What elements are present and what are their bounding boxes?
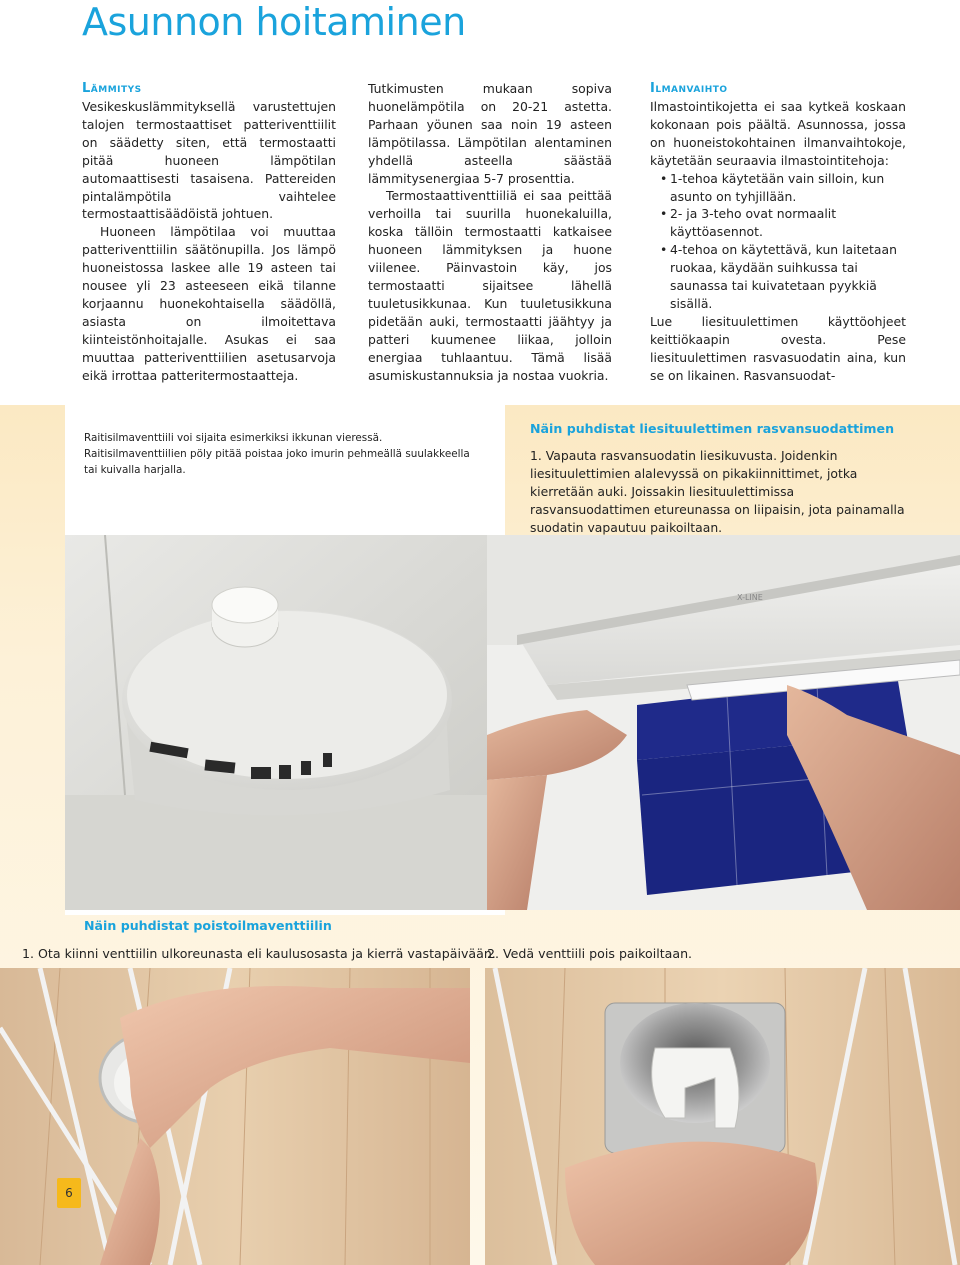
list-item: • 1-tehoa käytetään vain silloin, kun asunto on tyhjillään. xyxy=(650,170,906,206)
hood-instructions xyxy=(510,420,910,537)
page-title: Asunnon hoitaminen xyxy=(82,0,466,44)
exhaust-valve-step-2-photo xyxy=(485,968,960,1265)
heating-paragraph-1: Vesikeskuslämmityksellä varustettujen talojen termostaattiset patteriventtiilit on säädetty siten, että termostaatti pitää huoneen lämpötilan automaattisesti tasaisena. Pattereiden pintalämpötila vaihtelee termostaattisäädöistä johtuen. xyxy=(82,99,336,222)
ventilation-power-list xyxy=(650,170,906,313)
page-number: 6 xyxy=(57,1178,81,1208)
step-2-label: 2. Vedä venttiili pois paikoiltaan. xyxy=(487,946,693,961)
ventilation-paragraph-1: Ilmastointikojetta ei saa kytkeä koskaan kokonaan pois päältä. Asunnossa, jossa on huoneistokohtainen ilmanvaihtokoje, käytetään seuraavia ilmastointitehoja: xyxy=(650,99,906,168)
hood-heading: Näin puhdistat liesituulettimen rasvansuodattimen xyxy=(530,421,895,436)
column-heating xyxy=(82,80,336,385)
column-ventilation xyxy=(650,80,906,385)
list-item: • 2- ja 3-teho ovat normaalit käyttöasennot. xyxy=(650,205,906,241)
hood-brand-label: X-LINE xyxy=(737,593,763,602)
heading-ventilation: Ilmanvaihto xyxy=(650,81,728,96)
list-item: • 4-tehoa on käytettävä, kun laitetaan ruokaa, käydään suihkussa tai saunassa tai kuivatetaan pyykkiä sisällä. xyxy=(650,241,906,313)
exhaust-heading: Näin puhdistat poistoilmaventtiilin xyxy=(84,918,332,933)
fresh-air-valve-photo xyxy=(65,535,505,910)
step-1-label: 1. Ota kiinni venttiilin ulkoreunasta eli kaulusosasta ja kierrä vastapäivään. xyxy=(22,946,496,961)
valve-caption: Raitisilmaventtiili voi sijaita esimerkiksi ikkunan vieressä. Raitisilmaventtiilien pöly pitää poistaa joko imurin pehmeällä suulakkeella tai kuivalla harjalla. xyxy=(84,432,470,476)
heating-paragraph-2: Huoneen lämpötilaa voi muuttaa patteriventtiilin säätönupilla. Jos lämpö huoneistossa laskee alle 19 asteen tai nousee yli 23 asteeseen eikä tilanne korjaannu huonekohtaisella säädöllä, asiasta on ilmoitettava kiinteistönhoitajalle. Asukas ei saa muuttaa patteriventtiilien asetusarvoja eikä irrottaa patteritermostaatteja. xyxy=(82,224,336,383)
temperature-paragraph-1: Tutkimusten mukaan sopiva huonelämpötila on 20-21 astetta. Parhaan yöunen saa noin 19 asteen lämpötilassa. Lämpötilan alentaminen yhdellä asteella säästää lämmitysenergiaa 5-7 prosenttia. xyxy=(368,81,612,186)
column-temperature xyxy=(368,80,612,384)
heading-heating: Lämmitys xyxy=(82,81,142,96)
temperature-paragraph-2: Termostaattiventtiiliä ei saa peittää verhoilla tai suurilla huonekaluilla, koska tällöin termostaatti katkaisee huoneen lämmityksen ja huone viilenee. Päinvastoin käy, jos termostaatti sijaitsee lähellä tuuletusikkunaa. Kun tuuletusikkuna pidetään auki, termostaatti jäähtyy ja patteri kuumenee liikaa, jolloin energiaa tuhlaantuu. Tämä lisää asumiskustannuksia ja nostaa vuokria. xyxy=(368,188,612,383)
exhaust-valve-step-1-photo xyxy=(0,968,470,1265)
hood-instruction-text: 1. Vapauta rasvansuodatin liesikuvusta. Joidenkin liesituulettimien alalevyssä on pikakiinnittimet, jotka kierretään auki. Joissakin liesituulettimissa rasvansuodattimen etureunassa on liipaisin, jota painamalla suodatin vapautuu paikoiltaan. xyxy=(530,448,905,535)
ventilation-paragraph-2: Lue liesituulettimen käyttöohjeet keittiökaapin ovesta. Pese liesituulettimen rasvasuodatin aina, kun se on likainen. Rasvansuodat- xyxy=(650,313,906,383)
cooker-hood-photo xyxy=(487,535,960,910)
